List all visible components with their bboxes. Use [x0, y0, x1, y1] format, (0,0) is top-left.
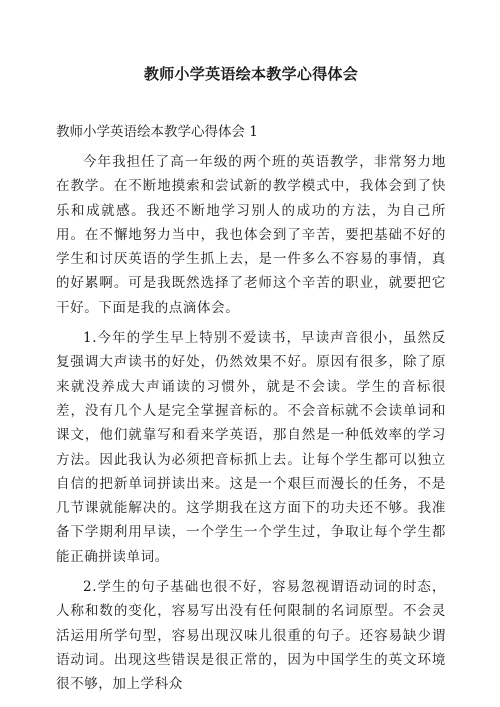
document-title: 教师小学英语绘本教学心得体会: [143, 65, 359, 83]
paragraph-point-2: 2.学生的句子基础也很不好，容易忽视谓语动词的时态，人称和数的变化，容易写出没有任何限制的名词原型。不会灵活运用所学句型，容易出现汉味儿很重的句子。还容易缺少谓语动词。出现这些错误是很正常的，因为中国学生的英文环境很不够，加上学科众: [56, 579, 446, 693]
document-subtitle: 教师小学英语绘本教学心得体会 1: [56, 124, 258, 140]
paragraph-intro: 今年我担任了高一年级的两个班的英语教学，非常努力地在教学。在不断地摸索和尝试新的教学模式中，我体会到了快乐和成就感。我还不断地学习别人的成功的方法，为自己所用。在不懈地努力当中，我也体会到了辛苦，要把基础不好的学生和讨厌英语的学生抓上去，是一件多么不容易的事情，真的好累啊。可是我既然选择了老师这个辛苦的职业，就要把它干好。下面是我的点滴体会。: [56, 154, 446, 316]
paragraph-point-1: 1.今年的学生早上特别不爱读书，早读声音很小，虽然反复强调大声读书的好处，仍然效果不好。原因有很多，除了原来就没养成大声诵读的习惯外，就是不会读。学生的音标很差，没有几个人是完全掌握音标的。不会音标就不会读单词和课文，他们就靠写和看来学英语，那自然是一种低效率的学习方法。因此我认为必须把音标抓上去。让每个学生都可以独立自信的把新单词拼读出来。这是一个艰巨而漫长的任务，不是几节课就能解决的。这学期我在这方面下的功夫还不够。我准备下学期利用早读，一个学生一个学生过，争取让每个学生都能正确拼读单词。: [56, 330, 446, 565]
